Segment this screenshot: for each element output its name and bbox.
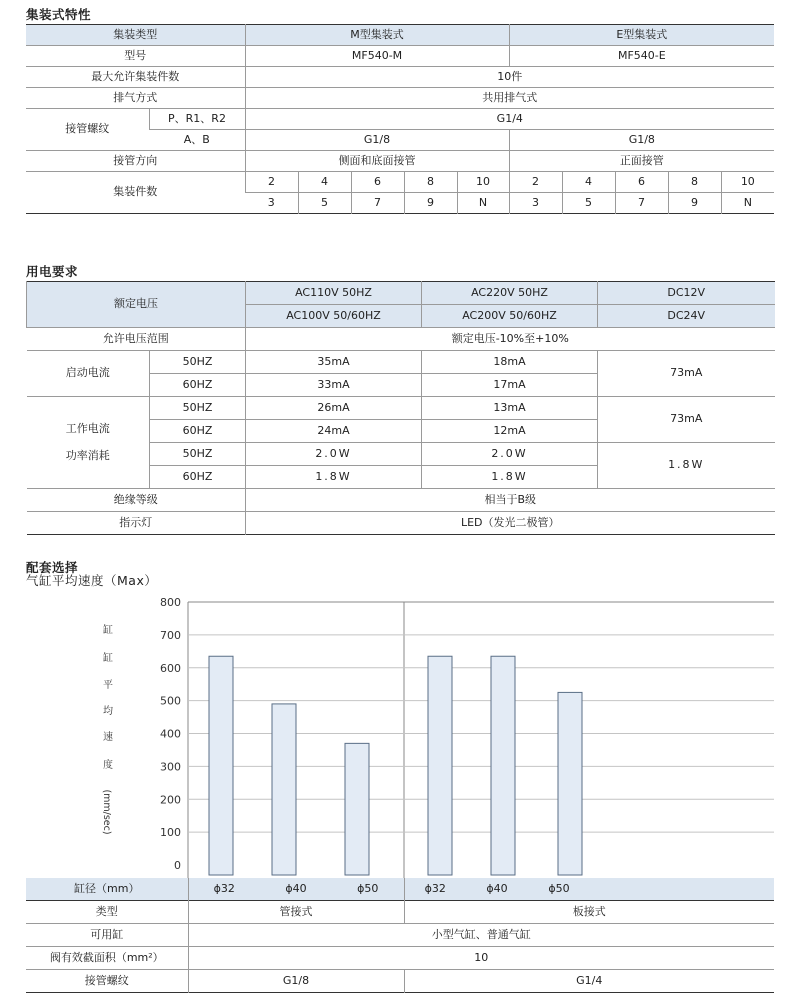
cylinder-label: 可用缸 [26,924,188,947]
thread-ports-ab: A、B [149,130,245,151]
rated-voltage-ac220: AC220V 50HZ [422,282,598,305]
bar-ϕ40 [272,704,296,875]
freq-60: 60HZ [150,420,246,443]
count-cell: 7 [351,193,404,214]
direction-m: 侧面和底面接管 [245,151,509,172]
bar-ϕ50 [558,692,582,875]
start-current-ac1-60: 33mA [246,374,422,397]
work-current-ac1-60: 24mA [246,420,422,443]
y-tick-label: 400 [160,727,181,741]
insulation-value: 相当于B级 [246,489,775,512]
thread-label: 接管螺纹 [26,109,149,151]
bore-32: ϕ32 [404,878,466,901]
y-axis-label-char: 速 [103,732,113,743]
bore-label: 缸径（mm） [74,881,140,895]
chart-bars [209,656,582,875]
y-tick-label: 700 [160,628,181,642]
count-label: 集装件数 [26,172,245,214]
count-cell: 7 [615,193,668,214]
y-tick-label: 300 [160,760,181,774]
count-cell: 9 [404,193,457,214]
rated-voltage-ac200: AC200V 50/60HZ [422,305,598,328]
area-label: 阀有效截面积（mm²） [26,947,188,970]
y-tick-label: 600 [160,661,181,675]
start-current-ac1-50: 35mA [246,351,422,374]
bore-40: ϕ40 [486,881,508,895]
cylinder-speed-chart [26,590,774,880]
rated-voltage-dc24: DC24V [598,305,775,328]
power-ac2-50: 2.0W [422,443,598,466]
count-cell: 3 [509,193,562,214]
chart-title: 气缸平均速度（Max） [26,573,158,588]
area-value: 10 [188,947,774,970]
header-type: 集装类型 [113,27,158,41]
work-current-dc: 73mA [598,397,775,443]
y-axis-label-char: 平 [103,680,113,691]
count-cell: 10 [721,172,774,193]
count-cell: 5 [562,193,615,214]
type-label: 类型 [26,901,188,924]
exhaust-label: 排气方式 [26,88,245,109]
bar-ϕ40 [491,656,515,875]
chart-grid [160,596,774,878]
work-current-ac2-50: 13mA [422,397,598,420]
start-current-label: 启动电流 [27,351,150,397]
count-cell: 3 [245,193,298,214]
power-ac1-60: 1.8W [246,466,422,489]
bore-50: ϕ50 [548,881,570,895]
start-current-ac2-50: 18mA [422,351,598,374]
power-dc: 1.8W [598,443,775,489]
bore-40: ϕ40 [285,881,307,895]
count-cell: 8 [404,172,457,193]
count-cell: 4 [562,172,615,193]
insulation-label: 绝缘等级 [27,489,246,512]
electrical-table [26,281,775,535]
power-label: 功率消耗 [65,448,110,462]
y-tick-label: 800 [160,596,181,609]
count-cell: 5 [298,193,351,214]
count-cell: 2 [509,172,562,193]
y-axis-label-char: 缸 [103,625,113,636]
bore-32: ϕ32 [188,878,260,901]
power-ac2-60: 1.8W [422,466,598,489]
section-title-manifold: 集装式特性 [26,7,92,22]
bore-50: ϕ50 [357,881,379,895]
count-cell: 6 [351,172,404,193]
exhaust-value: 共用排气式 [245,88,774,109]
work-current-label: 工作电流 [65,422,110,436]
thread-pr-value: G1/4 [245,109,774,130]
y-axis-label-char: 度 [103,760,113,771]
type-pipe: 管接式 [188,901,404,924]
section-title-selection: 配套选择 [26,560,79,575]
bar-ϕ32 [428,656,452,875]
max-units-label: 最大允许集装件数 [26,67,245,88]
header-m-type: M型集装式 [245,25,509,46]
thread-plate: G1/4 [404,970,774,993]
rated-voltage-ac110: AC110V 50HZ [246,282,422,305]
thread-ab-e: G1/8 [509,130,774,151]
model-m: MF540-M [245,46,509,67]
direction-label: 接管方向 [26,151,245,172]
max-units-value: 10件 [245,67,774,88]
freq-60: 60HZ [150,374,246,397]
work-current-ac1-50: 26mA [246,397,422,420]
freq-50: 50HZ [150,397,246,420]
count-cell: 4 [298,172,351,193]
y-axis-label-char: 均 [103,706,113,717]
y-tick-label: 200 [160,793,181,807]
count-cell: N [721,193,774,214]
count-cell: 8 [668,172,721,193]
count-cell: 6 [615,172,668,193]
count-cell: 9 [668,193,721,214]
rated-voltage-dc12: DC12V [598,282,775,305]
voltage-range-value: 额定电压-10%至+10% [246,328,775,351]
bar-ϕ32 [209,656,233,875]
bar-ϕ50 [345,743,369,875]
power-ac1-50: 2.0W [246,443,422,466]
chart-ylabel [101,624,113,835]
model-e: MF540-E [509,46,774,67]
rated-voltage-ac100: AC100V 50/60HZ [246,305,422,328]
thread-label: 接管螺纹 [26,970,188,993]
y-axis-label-char: 缸 [103,653,113,664]
thread-ports-pr: P、R1、R2 [149,109,245,130]
thread-pipe: G1/8 [188,970,404,993]
rated-voltage-label: 额定电压 [27,282,246,328]
indicator-label: 指示灯 [27,512,246,535]
count-cell: N [457,193,509,214]
work-current-ac2-60: 12mA [422,420,598,443]
freq-50: 50HZ [150,351,246,374]
direction-e: 正面接管 [509,151,774,172]
voltage-range-label: 允许电压范围 [27,328,246,351]
y-tick-label: 100 [160,826,181,840]
model-label: 型号 [26,46,245,67]
y-tick-label: 0 [174,859,181,872]
work-power-label [27,397,150,489]
selection-table [26,878,774,993]
thread-ab-m: G1/8 [245,130,509,151]
count-cell: 2 [245,172,298,193]
freq-50: 50HZ [150,443,246,466]
section-title-electrical: 用电要求 [26,264,79,279]
start-current-ac2-60: 17mA [422,374,598,397]
cylinder-value: 小型气缸、普通气缸 [188,924,774,947]
type-plate: 板接式 [404,901,774,924]
y-tick-label: 500 [160,694,181,708]
y-axis-unit-label: (mm/sec) [101,789,112,835]
start-current-dc: 73mA [598,351,775,397]
header-e-type: E型集装式 [509,25,774,46]
freq-60: 60HZ [150,466,246,489]
count-cell: 10 [457,172,509,193]
indicator-value: LED（发光二极管） [246,512,775,535]
manifold-table [26,24,774,214]
